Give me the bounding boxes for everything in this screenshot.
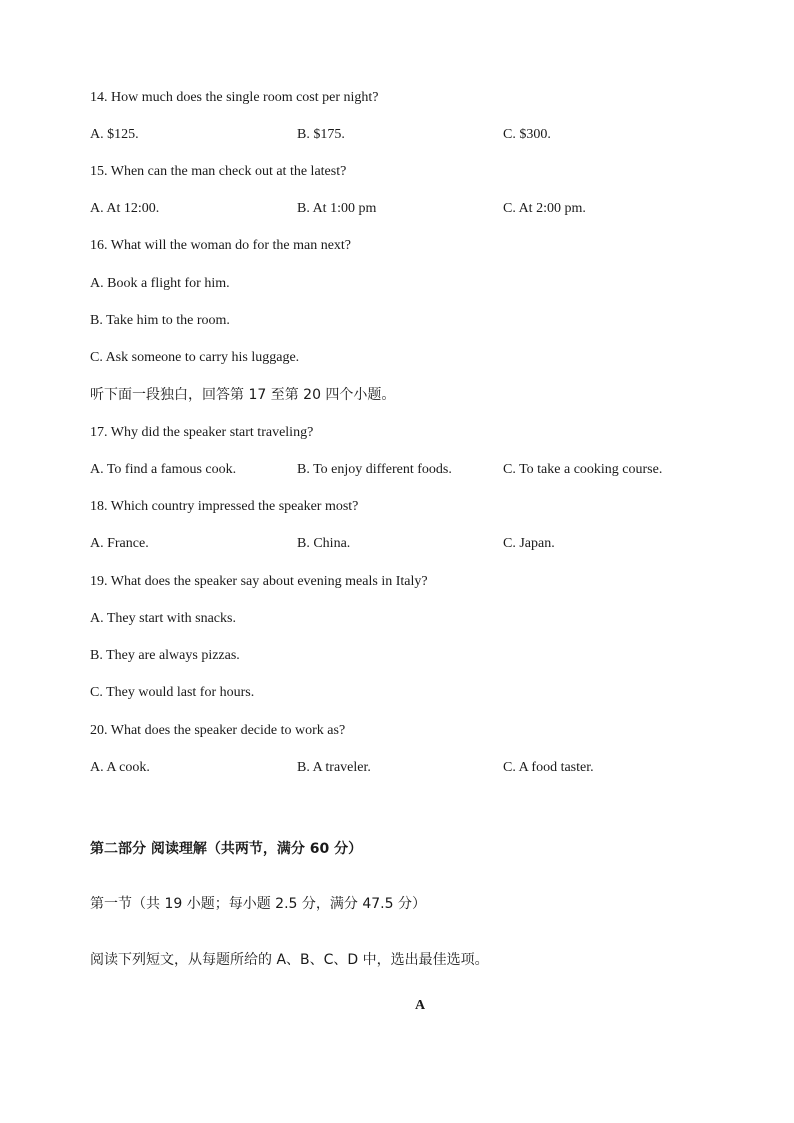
question-20: 20. What does the speaker decide to work as? [90, 723, 346, 738]
option-18-c: C. Japan. [503, 536, 555, 551]
option-14-b: B. $175. [297, 127, 345, 142]
question-18: 18. Which country impressed the speaker most? [90, 499, 359, 514]
option-19-a: A. They start with snacks. [90, 611, 236, 626]
question-15: 15. When can the man check out at the latest? [90, 164, 347, 179]
option-17-a: A. To find a famous cook. [90, 462, 237, 477]
option-16-a: A. Book a flight for him. [90, 276, 230, 291]
option-16-b: B. Take him to the room. [90, 313, 230, 328]
option-20-a: A. A cook. [90, 760, 150, 775]
reading-instruction: 阅读下列短文，从每题所给的 A、B、C、D 中，选出最佳选项。 [90, 952, 489, 968]
question-17: 17. Why did the speaker start traveling? [90, 425, 314, 440]
monologue-instruction: 听下面一段独白，回答第 17 至第 20 四个小题。 [90, 387, 396, 403]
question-14: 14. How much does the single room cost per night? [90, 90, 379, 105]
question-16: 16. What will the woman do for the man next? [90, 238, 352, 253]
option-17-c: C. To take a cooking course. [503, 462, 663, 477]
option-18-a: A. France. [90, 536, 149, 551]
option-15-b: B. At 1:00 pm [297, 201, 377, 216]
option-19-c: C. They would last for hours. [90, 685, 255, 700]
passage-label: A [414, 998, 426, 1013]
option-15-c: C. At 2:00 pm. [503, 201, 586, 216]
question-19: 19. What does the speaker say about evening meals in Italy? [90, 574, 428, 589]
option-18-b: B. China. [297, 536, 351, 551]
option-14-a: A. $125. [90, 127, 139, 142]
option-20-b: B. A traveler. [297, 760, 371, 775]
option-16-c: C. Ask someone to carry his luggage. [90, 350, 300, 365]
option-14-c: C. $300. [503, 127, 551, 142]
option-15-a: A. At 12:00. [90, 201, 160, 216]
option-19-b: B. They are always pizzas. [90, 648, 240, 663]
option-20-c: C. A food taster. [503, 760, 594, 775]
part2-heading: 第二部分 阅读理解（共两节，满分 60 分） [90, 841, 363, 857]
section1-heading: 第一节（共 19 小题；每小题 2.5 分，满分 47.5 分） [90, 896, 426, 912]
option-17-b: B. To enjoy different foods. [297, 462, 452, 477]
